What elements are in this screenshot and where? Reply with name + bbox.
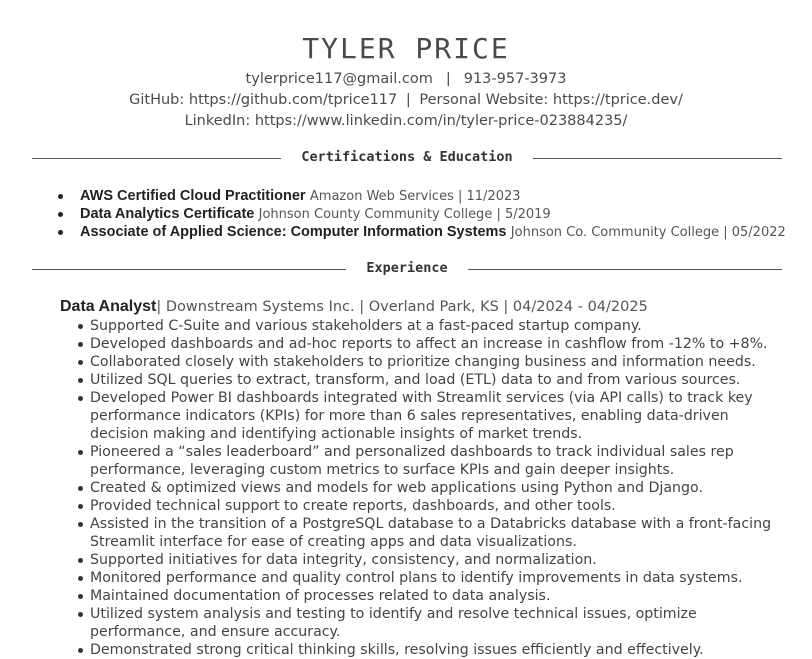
linkedin-label: LinkedIn: [184, 113, 251, 129]
list-item: Monitored performance and quality control plans to identify improvements in data systems. [90, 569, 780, 587]
contact-line-email-phone [0, 71, 812, 87]
list-item: Developed dashboards and ad-hoc reports to affect an increase in cashflow from -12% to +8%. [90, 335, 780, 353]
linkedin-link[interactable]: https://www.linkedin.com/in/tyler-price-023884235/ [254, 113, 628, 129]
certification-title: Associate of Applied Science: Computer Information Systems [80, 224, 507, 240]
list-item: Provided technical support to create reports, dashboards, and other tools. [90, 497, 780, 515]
list-item: Utilized system analysis and testing to identify and resolve technical issues, optimize performance, and ensure accuracy. [90, 605, 780, 641]
separator: | [445, 71, 451, 87]
certification-item [80, 205, 800, 223]
certification-detail: Johnson Co. Community College | 05/2022 [510, 225, 786, 240]
website-label: Personal Website: [419, 92, 549, 108]
list-item: Supported initiatives for data integrity, consistency, and normalization. [90, 551, 780, 569]
certification-title: AWS Certified Cloud Practitioner [80, 188, 306, 204]
certification-detail: Amazon Web Services | 11/2023 [309, 189, 521, 204]
job-title: Data Analyst [60, 298, 157, 315]
email-text: tylerprice117@gmail.com [245, 71, 433, 87]
list-item: Created & optimized views and models for web applications using Python and Django. [90, 479, 780, 497]
certification-detail: Johnson County Community College | 5/2019 [258, 207, 551, 222]
section-title: Certifications & Education [281, 149, 532, 165]
website-link[interactable]: https://tprice.dev/ [552, 92, 683, 108]
certification-item [80, 187, 800, 205]
list-item: Pioneered a “sales leaderboard” and personalized dashboards to track individual sales rep performance, leveraging custom metrics to surface KPIs and gain deeper insights. [90, 443, 780, 479]
certification-title: Data Analytics Certificate [80, 206, 255, 222]
certification-item [80, 223, 800, 241]
list-item: Utilized SQL queries to extract, transform, and load (ETL) data to and from various sources. [90, 371, 780, 389]
phone-text: 913-957-3973 [463, 71, 567, 87]
candidate-name: TYLER PRICE [302, 32, 510, 65]
list-item: Assisted in the transition of a PostgreSQL database to a Databricks database with a front-facing Streamlit interface for ease of creating apps and data visualizations. [90, 515, 780, 551]
job-details: | Downstream Systems Inc. | Overland Park, KS | 04/2024 - 04/2025 [156, 299, 648, 315]
github-link[interactable]: https://github.com/tprice117 [188, 92, 398, 108]
list-item: Collaborated closely with stakeholders to prioritize changing business and information needs. [90, 353, 780, 371]
contact-line-links [0, 92, 812, 108]
certifications-list [80, 187, 800, 241]
github-label: GitHub: [129, 92, 185, 108]
separator: | [405, 92, 411, 108]
list-item: Developed Power BI dashboards integrated with Streamlit services (via API calls) to track key performance indicators (KPIs) for more than 6 sales representatives, enabling data-driven decision making and identifying actionable insights of market trends. [90, 389, 780, 443]
section-header-experience [32, 260, 782, 280]
section-header-certifications [32, 149, 782, 169]
job-header [60, 298, 648, 316]
experience-bullets [90, 317, 780, 659]
contact-line-linkedin [0, 113, 812, 129]
section-title: Experience [346, 260, 467, 276]
list-item: Supported C-Suite and various stakeholders at a fast-paced startup company. [90, 317, 780, 335]
list-item: Demonstrated strong critical thinking skills, resolving issues efficiently and effectively. [90, 641, 780, 659]
list-item: Maintained documentation of processes related to data analysis. [90, 587, 780, 605]
